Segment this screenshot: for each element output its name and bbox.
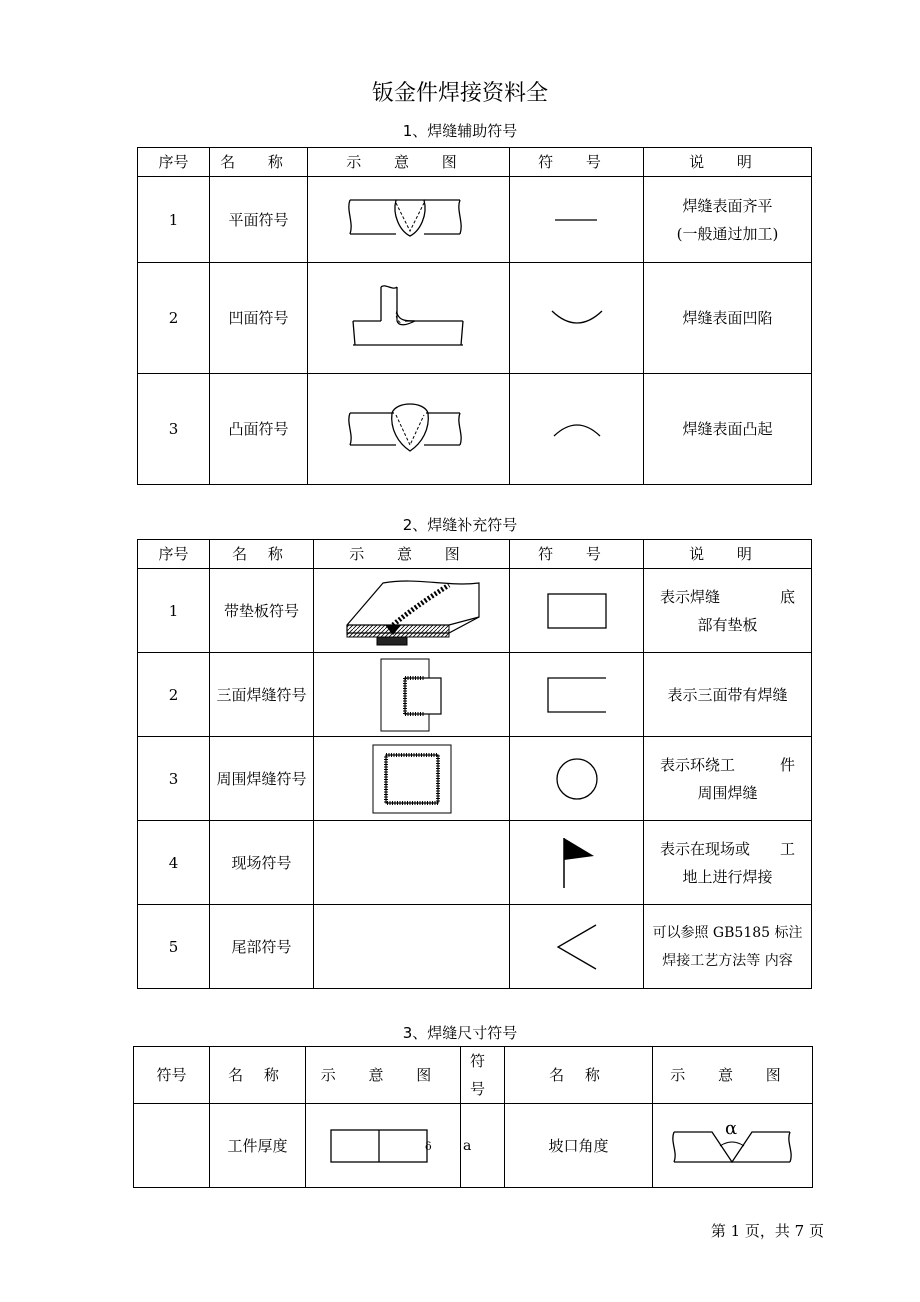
description-line: 表示环绕工 件 <box>659 755 795 774</box>
table-header-row <box>134 1047 813 1104</box>
table-weld-dimension-symbols <box>133 1046 813 1188</box>
field-weld-flag-symbol <box>510 821 644 905</box>
header-name: 名 称 <box>210 1047 306 1104</box>
convex-symbol <box>510 374 644 485</box>
row-name: 凹面符号 <box>210 263 308 374</box>
header-diagram: 示 意 图 <box>306 1047 461 1104</box>
row-no: 5 <box>138 905 210 989</box>
row-no: 4 <box>138 821 210 905</box>
row-description <box>644 905 812 989</box>
groove-angle-diagram <box>653 1104 813 1188</box>
header-no: 序号 <box>138 148 210 177</box>
all-around-weld-diagram <box>314 737 510 821</box>
row-name: 平面符号 <box>210 177 308 263</box>
row-description: 表示三面带有焊缝 <box>644 653 812 737</box>
row-no: 1 <box>138 569 210 653</box>
description-line: 地上进行焊接 <box>682 867 773 886</box>
table-row <box>134 1104 813 1188</box>
thickness-delta-label: δ <box>425 1139 432 1153</box>
row-symbol: a <box>461 1104 505 1188</box>
three-side-weld-diagram <box>314 653 510 737</box>
concave-symbol <box>510 263 644 374</box>
convex-weld-diagram <box>308 374 510 485</box>
description-line: 表示在现场或 工 <box>659 839 795 858</box>
backing-plate-diagram <box>314 569 510 653</box>
header-symbol: 符 号 <box>510 540 644 569</box>
header-name: 名 称 <box>210 148 308 177</box>
table-weld-auxiliary-symbols <box>137 147 812 485</box>
table-row <box>138 821 812 905</box>
row-name: 现场符号 <box>210 821 314 905</box>
row-name: 带垫板符号 <box>210 569 314 653</box>
header-name: 名 称 <box>210 540 314 569</box>
header-description: 说 明 <box>644 540 812 569</box>
description-line: 焊接工艺方法等 内容 <box>662 952 793 969</box>
header-description: 说 明 <box>644 148 812 177</box>
row-name: 凸面符号 <box>210 374 308 485</box>
tail-weld-diagram <box>314 905 510 989</box>
row-name: 三面焊缝符号 <box>210 653 314 737</box>
table-row <box>138 737 812 821</box>
concave-weld-diagram <box>308 263 510 374</box>
row-no: 1 <box>138 177 210 263</box>
row-description: 焊缝表面凸起 <box>644 374 812 485</box>
table-header-row <box>138 148 812 177</box>
header-no: 序号 <box>138 540 210 569</box>
row-no: 3 <box>138 737 210 821</box>
row-name: 坡口角度 <box>505 1104 653 1188</box>
row-description <box>644 821 812 905</box>
header-diagram: 示 意 图 <box>308 148 510 177</box>
description-line: 焊缝表面齐平 <box>682 196 773 215</box>
all-around-symbol <box>510 737 644 821</box>
flat-symbol <box>510 177 644 263</box>
row-description <box>644 737 812 821</box>
three-side-symbol <box>510 653 644 737</box>
table-row <box>138 905 812 989</box>
row-description: 焊缝表面凹陷 <box>644 263 812 374</box>
page-title: 钣金件焊接资料全 <box>371 81 548 106</box>
flat-weld-diagram <box>308 177 510 263</box>
table-row <box>138 653 812 737</box>
angle-alpha-label: α <box>724 1117 737 1139</box>
backing-plate-symbol <box>510 569 644 653</box>
header-symbol: 符 号 <box>510 148 644 177</box>
field-weld-diagram <box>314 821 510 905</box>
header-diagram: 示 意 图 <box>653 1047 813 1104</box>
table-weld-supplementary-symbols <box>137 539 812 989</box>
row-name: 工件厚度 <box>210 1104 306 1188</box>
description-line: (一般通过加工) <box>676 224 779 243</box>
description-line: 部有垫板 <box>697 615 758 634</box>
header-symbol: 符 号 <box>461 1047 505 1104</box>
description-line: 周围焊缝 <box>697 783 758 802</box>
table-row <box>138 569 812 653</box>
header-diagram: 示 意 图 <box>314 540 510 569</box>
table-row <box>138 263 812 374</box>
page-footer: 第 1 页，共 7 页 <box>710 1222 824 1240</box>
row-no: 3 <box>138 374 210 485</box>
row-no: 2 <box>138 263 210 374</box>
description-line: 可以参照 GB5185 标注 <box>652 924 803 941</box>
section3-heading: 3、焊缝尺寸符号 <box>402 1024 518 1042</box>
header-name: 名 称 <box>505 1047 653 1104</box>
row-name: 尾部符号 <box>210 905 314 989</box>
row-description <box>644 177 812 263</box>
workpiece-thickness-diagram <box>306 1104 461 1188</box>
description-line: 表示焊缝 底 <box>659 587 795 606</box>
row-description <box>644 569 812 653</box>
row-symbol <box>134 1104 210 1188</box>
row-name: 周围焊缝符号 <box>210 737 314 821</box>
table-row <box>138 177 812 263</box>
section1-heading: 1、焊缝辅助符号 <box>402 122 518 140</box>
table-header-row <box>138 540 812 569</box>
header-symbol: 符号 <box>134 1047 210 1104</box>
tail-symbol <box>510 905 644 989</box>
row-no: 2 <box>138 653 210 737</box>
section2-heading: 2、焊缝补充符号 <box>402 516 518 534</box>
table-row <box>138 374 812 485</box>
